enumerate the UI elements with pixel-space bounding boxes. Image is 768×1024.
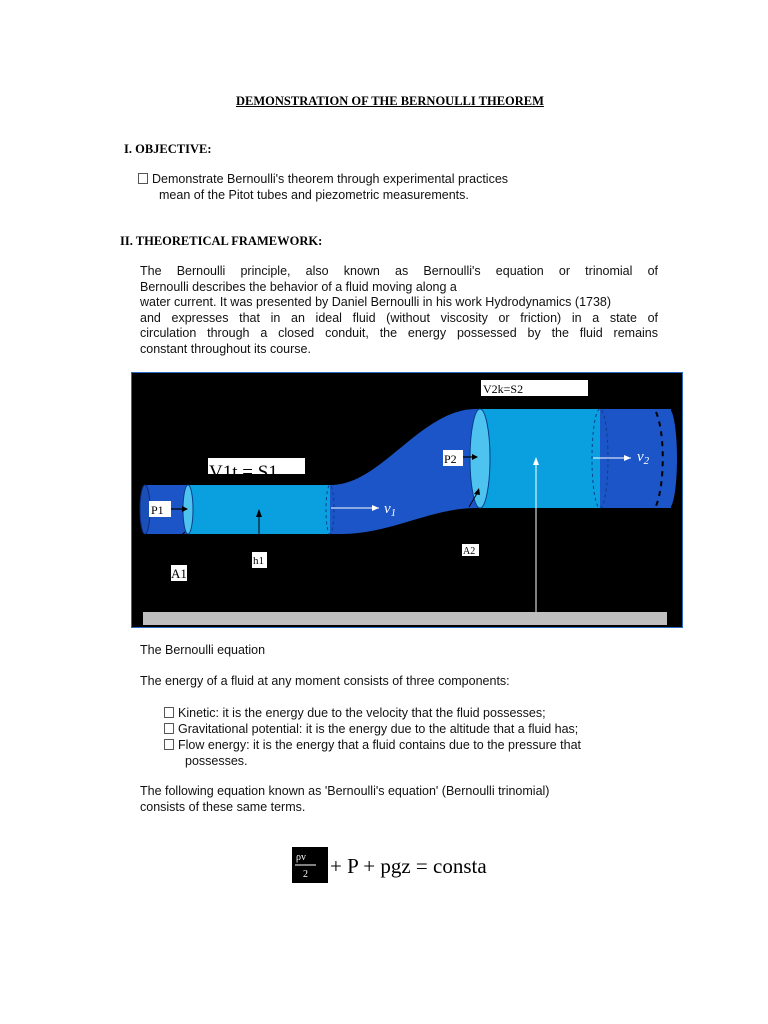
a2-label: A2 <box>463 546 476 557</box>
component-gravitational <box>164 722 578 736</box>
h1-label: h1 <box>253 555 264 567</box>
pipe-outlet-end <box>661 409 677 508</box>
bernoulli-pipe-diagram <box>131 372 683 628</box>
pipe-inlet-end <box>140 485 150 534</box>
cylinder-section-2 <box>480 409 600 508</box>
v2k-label: V2k=S2 <box>483 382 524 396</box>
component-text: Kinetic: it is the energy due to the velocity that the fluid possesses; <box>178 706 546 720</box>
equation-intro-line: consists of these same terms. <box>140 800 306 814</box>
component-text: Gravitational potential: it is the energy due to the altitude that a fluid has; <box>178 722 579 736</box>
component-flow <box>164 738 581 752</box>
equation-intro-line: The following equation known as 'Bernoulli's equation' (Bernoulli trinomial) <box>140 784 550 798</box>
objective-bullet <box>138 172 508 186</box>
v1t-label: V1t = S1 <box>209 462 278 483</box>
bullet-placeholder-icon <box>164 707 174 718</box>
framework-heading: II. THEORETICAL FRAMEWORK: <box>120 234 323 248</box>
component-kinetic <box>164 706 546 720</box>
paragraph-line: constant throughout its course. <box>140 341 311 356</box>
bullet-placeholder-icon <box>138 173 148 184</box>
svg-text:ρv: ρv <box>296 852 306 863</box>
objective-heading: I. OBJECTIVE: <box>124 142 212 156</box>
bernoulli-equation-image <box>292 847 512 883</box>
ground-bar <box>143 612 667 625</box>
p1-label: P1 <box>151 503 164 517</box>
paragraph-line: and expresses that in an ideal fluid (without viscosity or friction) in a state of <box>140 310 658 325</box>
components-intro: The energy of a fluid at any moment consists of three components: <box>140 674 510 688</box>
p2-label: P2 <box>444 452 457 466</box>
objective-bullet-text: Demonstrate Bernoulli's theorem through experimental practices <box>152 172 509 186</box>
paragraph-line: Bernoulli describes the behavior of a fluid moving along a <box>140 279 457 294</box>
component-flow-continuation: possesses. <box>185 754 248 768</box>
bullet-placeholder-icon <box>164 723 174 734</box>
equation-text: + P + pgz = consta <box>330 854 487 878</box>
paragraph-line: circulation through a closed conduit, the energy possessed by the fluid remains <box>140 326 658 341</box>
document-title: DEMONSTRATION OF THE BERNOULLI THEOREM <box>236 94 544 108</box>
v2-symbol: v <box>637 449 644 465</box>
bullet-placeholder-icon <box>164 739 174 750</box>
paragraph-line: The Bernoulli principle, also known as Bernoulli's equation or trinomial of <box>140 264 658 278</box>
framework-paragraph <box>140 264 658 358</box>
bernoulli-equation-heading: The Bernoulli equation <box>140 643 266 657</box>
v2-subscript: 2 <box>643 455 650 467</box>
paragraph-line: water current. It was presented by Daniel Bernoulli in his work Hydrodynamics (1738) <box>140 295 612 310</box>
component-text: Flow energy: it is the energy that a fluid contains due to the pressure that <box>178 738 582 752</box>
objective-bullet-continuation: mean of the Pitot tubes and piezometric measurements. <box>159 188 469 202</box>
svg-text:2: 2 <box>303 869 308 880</box>
v1-subscript: 1 <box>390 507 397 519</box>
v1-symbol: v <box>384 501 391 517</box>
a1-label: A1 <box>171 566 187 581</box>
